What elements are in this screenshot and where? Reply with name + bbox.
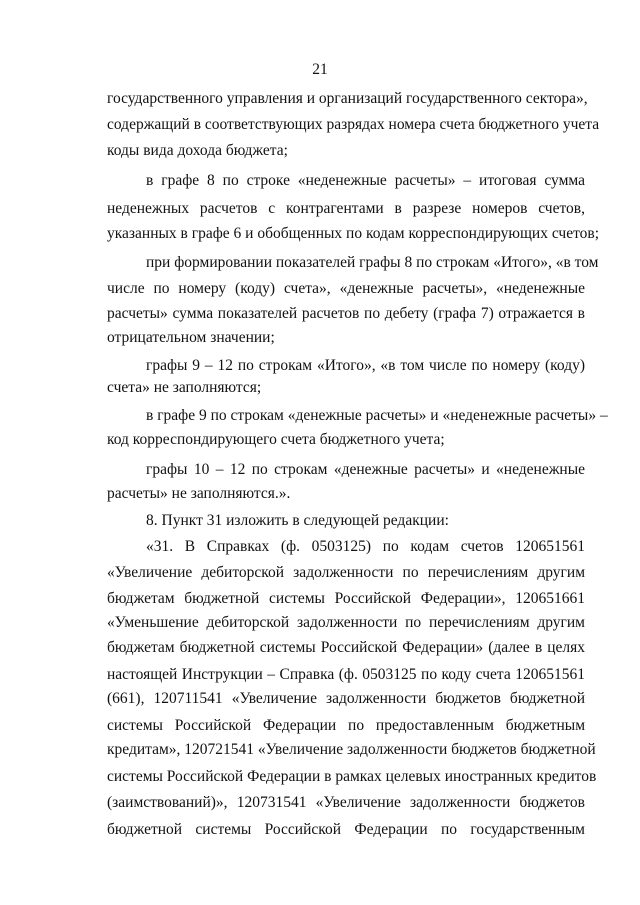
text-line: коды вида дохода бюджета; [107, 142, 288, 159]
text-line: «Уменьшение дебиторской задолженности по перечислениям другим [107, 614, 585, 631]
text-line: графы 10 – 12 по строкам «денежные расчеты» и «неденежные [146, 461, 585, 478]
text-line: (661), 120711541 «Увеличение задолженности бюджетов бюджетной [107, 690, 585, 707]
text-line: (заимствований)», 120731541 «Увеличение задолженности бюджетов [107, 794, 585, 811]
text-line: в графе 9 по строкам «денежные расчеты» и «неденежные расчеты» – [146, 407, 608, 424]
text-line: счета» не заполняются; [107, 379, 262, 396]
text-line: системы Российской Федерации в рамках целевых иностранных кредитов [107, 768, 597, 785]
text-line: «Увеличение дебиторской задолженности по перечислениям другим [107, 564, 585, 581]
text-line: при формировании показателей графы 8 по строкам «Итого», «в том [146, 254, 599, 271]
text-line: системы Российской Федерации по предоставленным бюджетным [107, 717, 585, 734]
text-line: кредитам», 120721541 «Увеличение задолженности бюджетов бюджетной [107, 741, 596, 758]
text-line: государственного управления и организаций государственного сектора», [107, 90, 588, 107]
text-line: 8. Пункт 31 изложить в следующей редакции: [146, 512, 449, 529]
text-line: расчеты» не заполняются.». [107, 485, 291, 502]
text-line: бюджетам бюджетной системы Российской Федерации», 120651661 [107, 590, 585, 607]
text-line: графы 9 – 12 по строкам «Итого», «в том числе по номеру (коду) [146, 357, 585, 374]
page-number: 21 [312, 61, 328, 78]
text-line: числе по номеру (коду) счета», «денежные расчеты», «неденежные [107, 280, 585, 297]
text-line: бюджетной системы Российской Федерации по государственным [107, 821, 585, 838]
text-line: указанных в графе 6 и обобщенных по кодам корреспондирующих счетов; [107, 225, 600, 242]
text-line: отрицательном значении; [107, 329, 275, 346]
text-line: бюджетам бюджетной системы Российской Федерации» (далее в целях [107, 639, 585, 656]
text-line: неденежных расчетов с контрагентами в разрезе номеров счетов, [107, 200, 585, 217]
text-line: настоящей Инструкции – Справка (ф. 0503125 по коду счета 120651561 [107, 666, 585, 683]
text-line: расчеты» сумма показателей расчетов по дебету (графа 7) отражается в [107, 305, 585, 322]
text-line: в графе 8 по строке «неденежные расчеты» – итоговая сумма [146, 172, 585, 189]
text-line: код корреспондирующего счета бюджетного учета; [107, 431, 445, 448]
text-line: содержащий в соответствующих разрядах номера счета бюджетного учета [107, 116, 600, 133]
text-line: «31. В Справках (ф. 0503125) по кодам счетов 120651561 [146, 538, 585, 555]
